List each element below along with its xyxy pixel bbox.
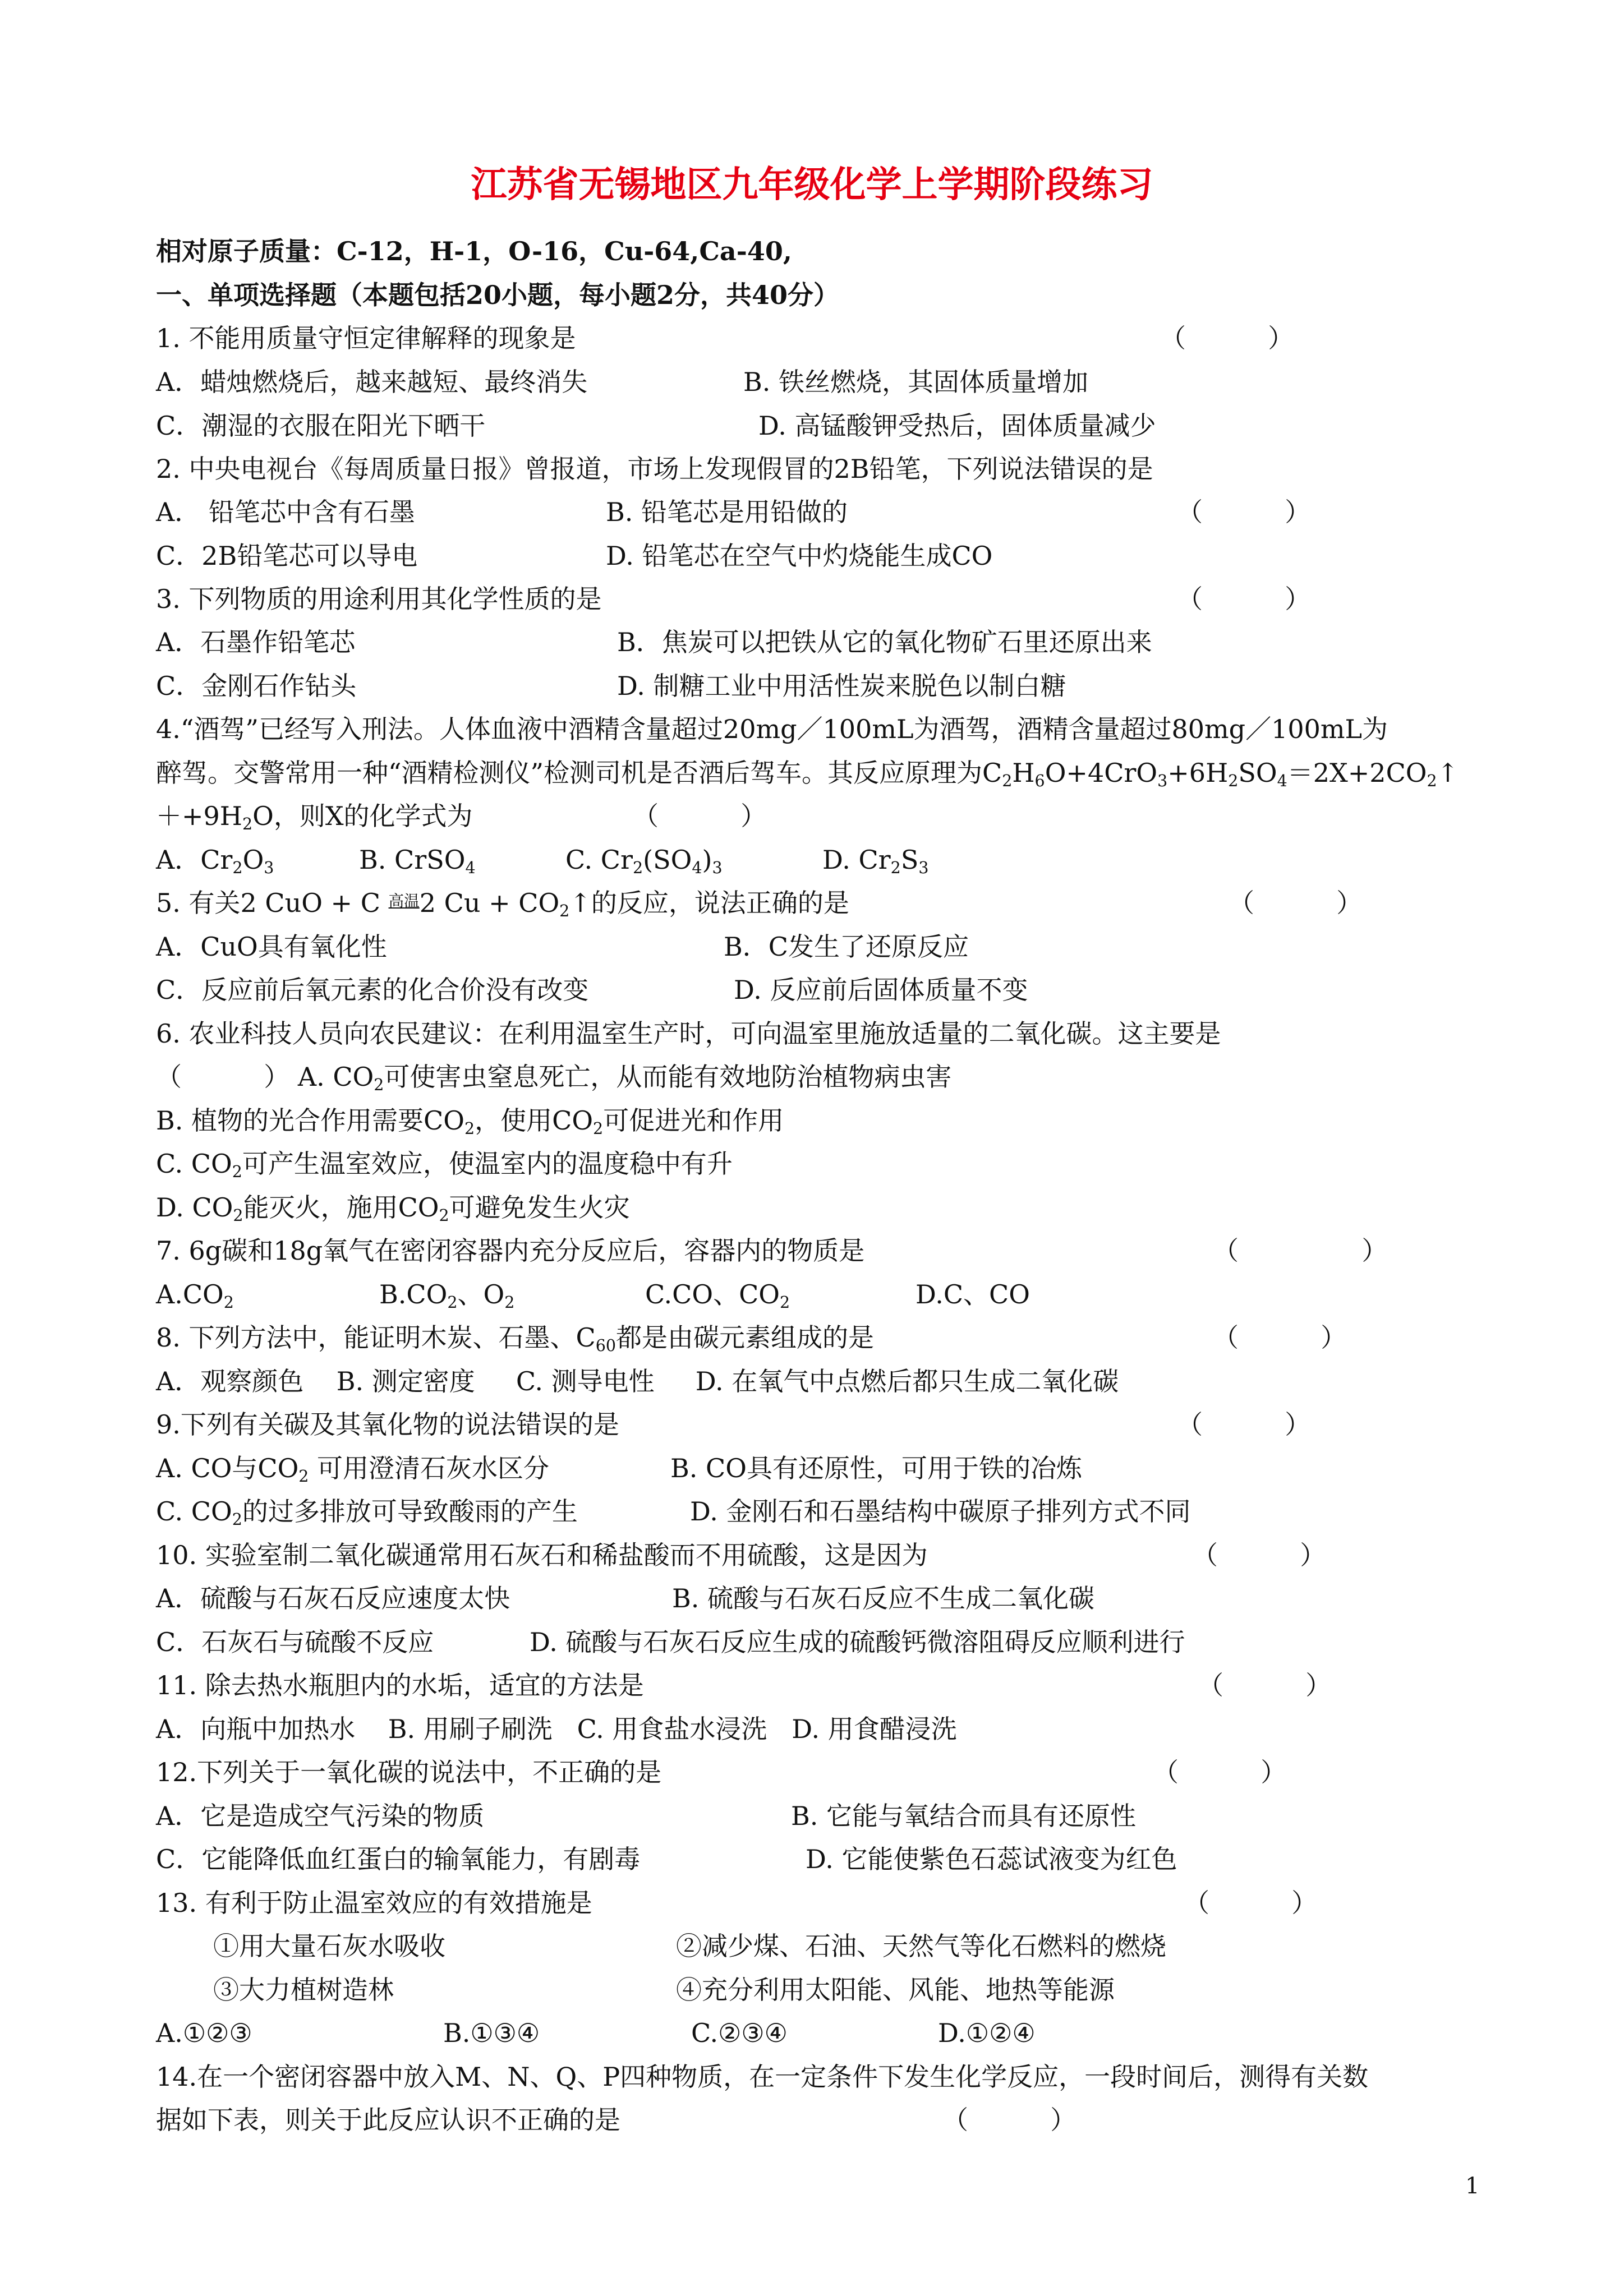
q6-option-c: C. $CO_2$可产生温室效应，使温室内的温度稳中有升 bbox=[156, 1149, 733, 1181]
q7-stem: 7. 6g碳和18g氧气在密闭容器内充分反应后，容器内的物质是 bbox=[156, 1235, 865, 1266]
q9-option-b: B. CO具有还原性，可用于铁的冶炼 bbox=[670, 1453, 1082, 1483]
q4-equation-tail: $++9H_2O$ bbox=[156, 801, 274, 833]
q10-option-a: A．硫酸与石灰石反应速度太快 bbox=[156, 1583, 510, 1613]
q13-option-a: A.①②③ bbox=[156, 2018, 252, 2048]
q2-option-d: D. 铅笔芯在空气中灼烧能生成CO bbox=[606, 541, 993, 571]
q6-option-b: B. 植物的光合作用需要$CO_2$，使用$CO_2$可促进光和作用 bbox=[156, 1105, 784, 1138]
q14-line-2: 据如下表，则关于此反应认识不正确的是 bbox=[156, 2105, 620, 2135]
q6-option-d: D. $CO_2$能灭火，施用$CO_2$可避免发生火灾 bbox=[156, 1192, 630, 1225]
atomic-mass-line: 相对原子质量：C-12，H-1，O-16，Cu-64,Ca-40, bbox=[156, 236, 792, 266]
q12-answer-paren: （ ） bbox=[1153, 1757, 1287, 1787]
q2-option-a: A． 铅笔芯中含有石墨 bbox=[156, 497, 415, 527]
q9-option-a: A. CO与$CO_2$ 可用澄清石灰水区分 bbox=[156, 1453, 550, 1486]
q4-option-c: C. $Cr_2(SO_4)_3$ bbox=[565, 845, 723, 877]
q9-option-d: D. 金刚石和石墨结构中碳原子排列方式不同 bbox=[690, 1496, 1191, 1527]
q13-stem: 13. 有利于防止温室效应的有效措施是 bbox=[156, 1888, 592, 1918]
q4-line-3-text: ，则X的化学式为 bbox=[273, 801, 473, 831]
q1-option-d: D. 高锰酸钾受热后，固体质量减少 bbox=[758, 411, 1156, 441]
q12-option-b: B. 它能与氧结合而具有还原性 bbox=[791, 1801, 1137, 1831]
q10-stem: 10. 实验室制二氧化碳通常用石灰石和稀盐酸而不用硫酸，这是因为 bbox=[156, 1540, 928, 1570]
q12-option-c: C．它能降低血红蛋白的输氧能力，有剧毒 bbox=[156, 1844, 641, 1874]
q14-line-1: 14.在一个密闭容器中放入M、N、Q、P四种物质，在一定条件下发生化学反应，一段时间后，测得有关数 bbox=[156, 2062, 1369, 2092]
q5-stem-mid: 2 Cu + CO bbox=[419, 888, 560, 918]
q12-stem: 12.下列关于一氧化碳的说法中，不正确的是 bbox=[156, 1757, 662, 1787]
q2-option-b: B. 铅笔芯是用铅做的 bbox=[606, 497, 848, 527]
q12-option-d: D. 它能使紫色石蕊试液变为红色 bbox=[806, 1844, 1177, 1874]
q10-option-d: D. 硫酸与石灰石反应生成的硫酸钙微溶阻碍反应顺利进行 bbox=[530, 1627, 1185, 1657]
q3-option-a: A．石墨作铅笔芯 bbox=[156, 627, 356, 657]
q4-line-1: 4.“酒驾”已经写入刑法。人体血液中酒精含量超过20mg／100mL为酒驾，酒精含量超过80mg／100mL为 bbox=[156, 714, 1388, 744]
q4-answer-paren: （ ） bbox=[633, 801, 767, 831]
q9-answer-paren: （ ） bbox=[1177, 1409, 1311, 1440]
q1-option-b: B. 铁丝燃烧，其固体质量增加 bbox=[743, 367, 1089, 397]
q4-reaction-equation: $C_2H_6O+4CrO_3+6H_2SO_4=2X+2CO_2↑$ bbox=[982, 758, 1459, 790]
q5-option-b: B．C发生了还原反应 bbox=[724, 932, 969, 962]
q8-stem bbox=[156, 1322, 875, 1355]
q11-answer-paren: （ ） bbox=[1198, 1670, 1332, 1700]
q13-answer-paren: （ ） bbox=[1184, 1888, 1318, 1918]
q3-option-c: C．金刚石作钻头 bbox=[156, 671, 357, 701]
q3-answer-paren: （ ） bbox=[1177, 584, 1311, 614]
q5-option-a: A．CuO具有氧化性 bbox=[156, 932, 387, 962]
q13-item-2: ②减少煤、石油、天然气等化石燃料的燃烧 bbox=[676, 1931, 1166, 1961]
q10-option-c: C．石灰石与硫酸不反应 bbox=[156, 1627, 434, 1657]
q7-option-a: $A.CO_2$ bbox=[156, 1279, 234, 1312]
q1-option-c: C．潮湿的衣服在阳光下晒干 bbox=[156, 411, 486, 441]
q6-line-1: 6. 农业科技人员向农民建议：在利用温室生产时，可向温室里施放适量的二氧化碳。这主要是 bbox=[156, 1018, 1221, 1049]
q2-stem: 2. 中央电视台《每周质量日报》曾报道，市场上发现假冒的2B铅笔，下列说法错误的是 bbox=[156, 454, 1153, 484]
q5-option-d: D. 反应前后固体质量不变 bbox=[734, 975, 1028, 1005]
q14-answer-paren: （ ） bbox=[942, 2105, 1076, 2135]
q11-options: A．向瓶中加热水 B. 用刷子刷洗 C. 用食盐水浸洗 D. 用食醋浸洗 bbox=[156, 1714, 957, 1744]
q4-line-3 bbox=[156, 801, 473, 833]
q5-reaction-condition: 高温 bbox=[388, 892, 420, 911]
q5-stem-end: ↑的反应，说法正确的是 bbox=[569, 888, 849, 918]
q8-options: A．观察颜色 B. 测定密度 C. 测导电性 D. 在氧气中点燃后都只生成二氧化碳 bbox=[156, 1366, 1119, 1396]
q7-option-d: D.C、CO bbox=[915, 1279, 1030, 1310]
q4-line-2 bbox=[156, 758, 1459, 790]
q8-stem-end: 都是由碳元素组成的是 bbox=[616, 1322, 875, 1353]
q4-option-b: B. CrSO$_4$ bbox=[359, 845, 476, 877]
q13-item-1: ①用大量石灰水吸收 bbox=[213, 1931, 445, 1961]
q7-option-b: $B.CO_2$、$O_2$ bbox=[379, 1279, 515, 1312]
page-number: 1 bbox=[1465, 2173, 1480, 2199]
q5-subscript: 2 bbox=[559, 901, 570, 920]
q5-option-c: C．反应前后氧元素的化合价没有改变 bbox=[156, 975, 589, 1005]
q2-option-c: C．2B铅笔芯可以导电 bbox=[156, 541, 418, 571]
q1-stem: 1. 不能用质量守恒定律解释的现象是 bbox=[156, 323, 576, 353]
q4-option-d: D. $Cr_2S_3$ bbox=[822, 845, 929, 877]
q5-stem-start: 5. 有关2 CuO + C bbox=[156, 888, 389, 918]
q3-option-d: D. 制糖工业中用活性炭来脱色以制白糖 bbox=[617, 671, 1066, 701]
q5-answer-paren: （ ） bbox=[1229, 888, 1363, 918]
q6-answer-paren: （ ） bbox=[156, 1062, 290, 1092]
q13-option-d: D.①②④ bbox=[938, 2018, 1036, 2048]
q3-option-b: B．焦炭可以把铁从它的氧化物矿石里还原出来 bbox=[617, 627, 1152, 657]
q7-option-c: C.CO、$CO_2$ bbox=[645, 1279, 790, 1312]
section-heading: 一、单项选择题（本题包括20小题，每小题2分，共40分） bbox=[156, 280, 840, 310]
q7-answer-paren: （ ） bbox=[1213, 1235, 1388, 1266]
q1-option-a: A．蜡烛燃烧后，越来越短、最终消失 bbox=[156, 367, 588, 397]
q3-stem: 3. 下列物质的用途利用其化学性质的是 bbox=[156, 584, 602, 614]
q2-answer-paren: （ ） bbox=[1177, 497, 1311, 527]
q13-option-c: C.②③④ bbox=[691, 2018, 788, 2048]
q4-line-2-text: 醉驾。交警常用一种“酒精检测仪”检测司机是否酒后驾车。其反应原理为 bbox=[156, 758, 983, 788]
q5-stem bbox=[156, 888, 849, 920]
q13-item-3: ③大力植树造林 bbox=[213, 1975, 394, 2005]
document-title: 江苏省无锡地区九年级化学上学期阶段练习 bbox=[471, 164, 1153, 206]
q8-stem-start: 8. 下列方法中，能证明木炭、石墨、C bbox=[156, 1322, 596, 1353]
q9-stem: 9.下列有关碳及其氧化物的说法错误的是 bbox=[156, 1409, 619, 1440]
q6-line-2: （ ） A. $CO_2$可使害虫窒息死亡，从而能有效地防治植物病虫害 bbox=[156, 1062, 952, 1094]
q8-answer-paren: （ ） bbox=[1213, 1322, 1347, 1353]
q8-subscript: 60 bbox=[595, 1336, 617, 1355]
q11-stem: 11. 除去热水瓶胆内的水垢，适宜的方法是 bbox=[156, 1670, 644, 1700]
q13-option-b: B.①③④ bbox=[443, 2018, 540, 2048]
q4-option-a: A．$Cr_2O_3$ bbox=[156, 845, 274, 877]
q12-option-a: A．它是造成空气污染的物质 bbox=[156, 1801, 485, 1831]
q1-answer-paren: （ ） bbox=[1160, 323, 1294, 353]
q13-item-4: ④充分利用太阳能、风能、地热等能源 bbox=[676, 1975, 1115, 2005]
q9-option-c: C. $CO_2$的过多排放可导致酸雨的产生 bbox=[156, 1496, 578, 1529]
q10-answer-paren: （ ） bbox=[1192, 1540, 1326, 1570]
q10-option-b: B. 硫酸与石灰石反应不生成二氧化碳 bbox=[672, 1583, 1095, 1613]
